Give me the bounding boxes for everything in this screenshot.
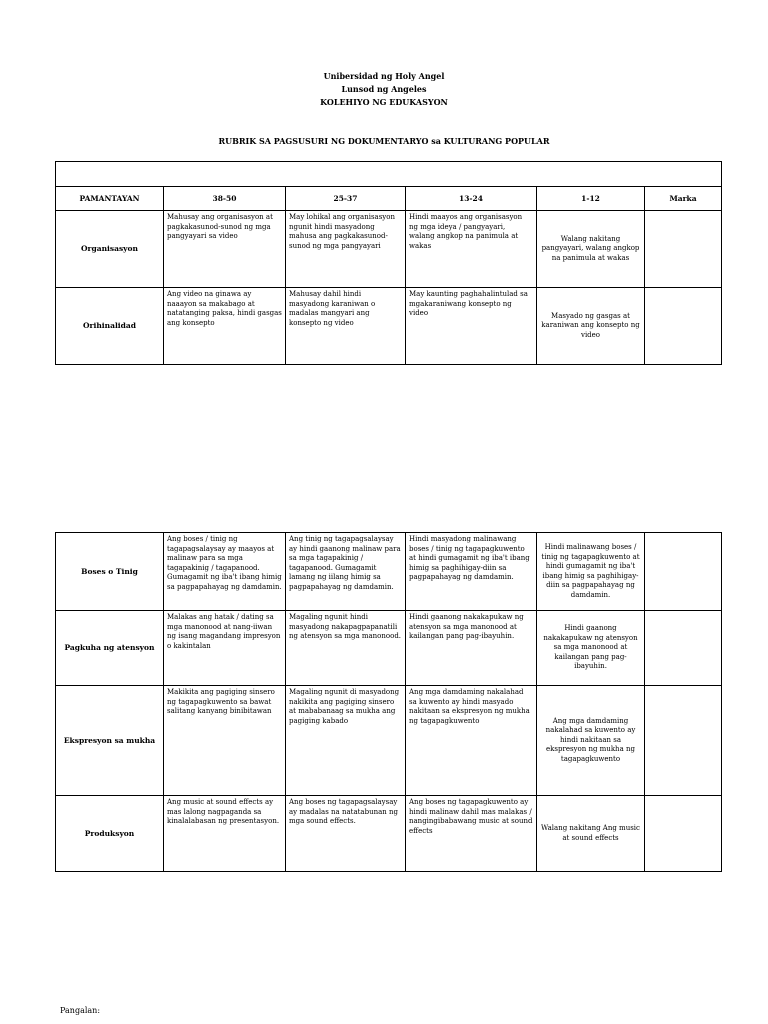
table-row xyxy=(56,611,722,686)
rubric-table-1 xyxy=(55,161,722,365)
university-name: Unibersidad ng Holy Angel xyxy=(323,71,445,81)
score-cell: Malakas ang hatak / dating sa mga manonood at nang-iiwan ng isang magandang impresyon o kakintalan xyxy=(164,611,286,686)
score-cell: Ang mga damdaming nakalahad sa kuwento ay hindi masyado nakitaan sa ekspresyon ng mukha ng tagapagkuwento xyxy=(406,686,537,796)
col-header-1-12: 1-12 xyxy=(537,187,645,211)
score-cell: Ang tinig ng tagapagsalaysay ay hindi gaanong malinaw para sa mga tagapakinig / tagapanood. Gumagamit lamang ng iilang himig sa pagpapahayag ng damdamin. xyxy=(286,533,406,611)
marka-cell[interactable] xyxy=(645,611,722,686)
table-row xyxy=(56,796,722,872)
table-row xyxy=(56,533,722,611)
score-cell: May lohikal ang organisasyon ngunit hindi masyadong mahusa ang pagkakasunod-sunod ng mga pangyayari xyxy=(286,211,406,288)
score-cell: Ang boses / tinig ng tagapagsalaysay ay maayos at malinaw para sa mga tagapakinig / tagapanood. Gumagamit ng iba't ibang himig sa pagpapahayag ng damdamin. xyxy=(164,533,286,611)
score-cell: Mahusay ang organisasyon at pagkakasunod-sunod ng mga pangyayari sa video xyxy=(164,211,286,288)
score-cell: Walang nakitang pangyayari, walang angkop na panimula at wakas xyxy=(537,211,645,288)
marka-cell[interactable] xyxy=(645,211,722,288)
score-cell: Hindi gaanong nakakapukaw ng atensyon sa mga manonood at kailangan pang pag-ibayuhin. xyxy=(406,611,537,686)
score-cell: Magaling ngunit di masyadong nakikita ang pagiging sinsero at mababanaag sa mukha ang pagiging kabado xyxy=(286,686,406,796)
score-cell: Ang boses ng tagapagkuwento ay hindi malinaw dahil mas malakas / nangingibabawang music at sound effects xyxy=(406,796,537,872)
col-header-13-24: 13-24 xyxy=(406,187,537,211)
score-cell: Masyado ng gasgas at karaniwan ang konsepto ng video xyxy=(537,288,645,365)
score-cell: Hindi gaanong nakakapukaw ng atensyon sa mga manonood at kailangan pang pag-ibayuhin. xyxy=(537,611,645,686)
score-cell: Makikita ang pagiging sinsero ng tagapagkuwento sa bawat salitang kanyang binibitawan xyxy=(164,686,286,796)
marka-cell[interactable] xyxy=(645,686,722,796)
header-row xyxy=(56,187,722,211)
col-header-38-50: 38-50 xyxy=(164,187,286,211)
name-label: Pangalan: xyxy=(60,1006,101,1015)
criterion-cell: Ekspresyon sa mukha xyxy=(56,686,164,796)
marka-cell[interactable] xyxy=(645,288,722,365)
criterion-cell: Boses o Tinig xyxy=(56,533,164,611)
city-name: Lunsod ng Angeles xyxy=(341,84,427,94)
blank-row xyxy=(56,162,722,187)
score-cell: Hindi malinawang boses / tinig ng tagapagkuwento at hindi gumagamit ng iba't ibang himig sa paghihigay-diin sa pagpapahayag ng damdamin. xyxy=(537,533,645,611)
col-header-pamantayan: PAMANTAYAN xyxy=(56,187,164,211)
score-cell: May kaunting paghahalintulad sa mgakaraniwang konsepto ng video xyxy=(406,288,537,365)
blank-cell xyxy=(56,162,722,187)
score-cell: Ang video na ginawa ay naaayon sa makabago at natatanging paksa, hindi gasgas ang konsepto xyxy=(164,288,286,365)
score-cell: Ang mga damdaming nakalahad sa kuwento ay hindi nakitaan sa ekspresyon ng mukha ng tagapagkuwento xyxy=(537,686,645,796)
college-name: KOLEHIYO NG EDUKASYON xyxy=(320,97,448,107)
score-cell: Magaling ngunit hindi masyadong nakapagpapanatili ng atensyon sa mga manonood. xyxy=(286,611,406,686)
marka-cell[interactable] xyxy=(645,796,722,872)
score-cell: Hindi maayos ang organisasyon ng mga ideya / pangyayari, walang angkop na panimula at wakas xyxy=(406,211,537,288)
marka-cell[interactable] xyxy=(645,533,722,611)
rubric-title: RUBRIK SA PAGSUSURI NG DOKUMENTARYO sa KULTURANG POPULAR xyxy=(218,136,550,146)
criterion-cell: Organisasyon xyxy=(56,211,164,288)
col-header-marka: Marka xyxy=(645,187,722,211)
rubric-table-2 xyxy=(55,532,722,872)
score-cell: Ang music at sound effects ay mas lalong nagpaganda sa kinalalabasan ng presentasyon. xyxy=(164,796,286,872)
score-cell: Mahusay dahil hindi masyadong karaniwan o madalas mangyari ang konsepto ng video xyxy=(286,288,406,365)
score-cell: Ang boses ng tagapagsalaysay ay madalas na natatabunan ng mga sound effects. xyxy=(286,796,406,872)
table-row xyxy=(56,686,722,796)
criterion-cell: Pagkuha ng atensyon xyxy=(56,611,164,686)
score-cell: Hindi masyadong malinawang boses / tinig ng tagapagkuwento at hindi gumagamit ng iba't ibang himig sa paghihigay-diin sa pagpapahayag ng damdamin. xyxy=(406,533,537,611)
col-header-25-37: 25-37 xyxy=(286,187,406,211)
table-row xyxy=(56,288,722,365)
criterion-cell: Produksyon xyxy=(56,796,164,872)
criterion-cell: Orihinalidad xyxy=(56,288,164,365)
table-row xyxy=(56,211,722,288)
score-cell: Walang nakitang Ang music at sound effects xyxy=(537,796,645,872)
